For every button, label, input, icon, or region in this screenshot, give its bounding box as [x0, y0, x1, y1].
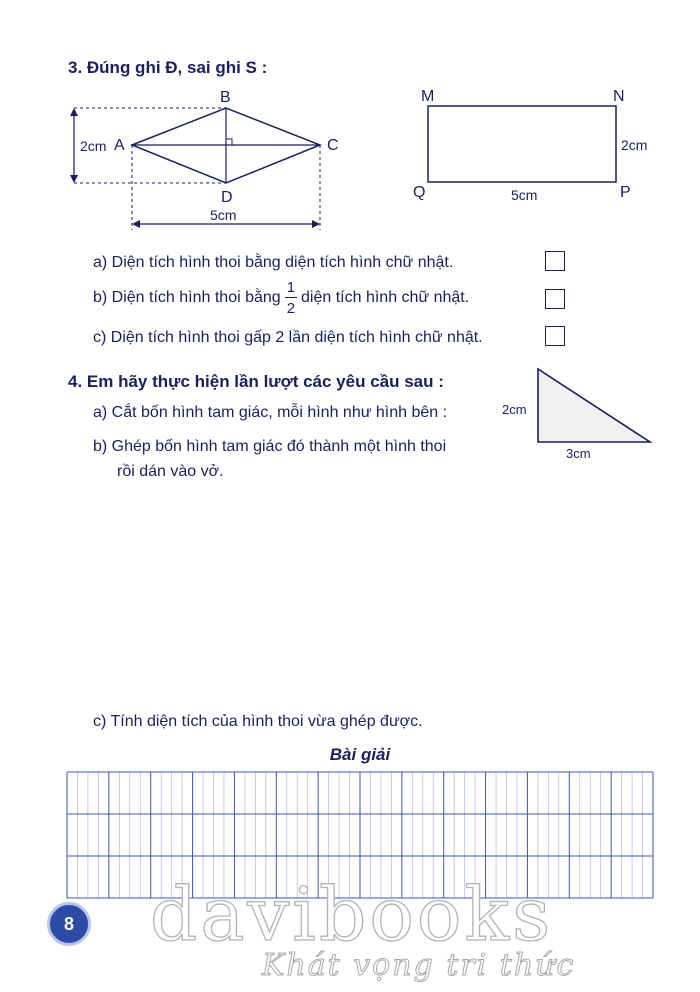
- watermark-slogan: Khát vọng tri thức: [262, 948, 576, 983]
- vertex-p-label: P: [620, 184, 631, 201]
- fraction-numerator: 1: [286, 279, 296, 296]
- rhombus-width-label: 5cm: [210, 207, 237, 223]
- vertex-a-label: A: [114, 137, 125, 154]
- statement-a: a) Diện tích hình thoi bằng diện tích hình chữ nhật.: [93, 254, 454, 271]
- rectangle-height-label: 2cm: [621, 137, 648, 153]
- page-number-badge: 8: [47, 902, 91, 946]
- exercise-4-part-b-line1: b) Ghép bốn hình tam giác đó thành một hình thoi: [93, 438, 447, 455]
- vertex-n-label: N: [613, 88, 625, 105]
- statement-b-suffix: diện tích hình chữ nhật.: [301, 289, 470, 306]
- statement-c-answer-box[interactable]: [545, 326, 565, 346]
- statement-c: c) Diện tích hình thoi gấp 2 lần diện tích hình chữ nhật.: [93, 329, 483, 346]
- exercise-4-title: 4. Em hãy thực hiện lần lượt các yêu cầu sau :: [68, 372, 444, 391]
- vertex-b-label: B: [220, 89, 231, 106]
- rhombus-figure: [60, 82, 360, 234]
- watermark-brand: davibooks: [150, 872, 554, 958]
- statement-a-answer-box[interactable]: [545, 251, 565, 271]
- rectangle-shape: [428, 106, 616, 182]
- rectangle-width-label: 5cm: [511, 187, 538, 203]
- solution-heading: Bài giải: [329, 745, 391, 764]
- rhombus-height-label: 2cm: [80, 138, 107, 154]
- fraction-one-half: [285, 280, 297, 316]
- right-angle-mark: [226, 139, 232, 145]
- statement-b-prefix: b) Diện tích hình thoi bằng: [93, 289, 281, 306]
- right-triangle-shape: [538, 369, 650, 442]
- triangle-base-label: 3cm: [566, 446, 591, 461]
- exercise-4-part-b-line2: rồi dán vào vở.: [117, 463, 224, 480]
- statement-b: [93, 280, 469, 316]
- triangle-figure: [498, 362, 658, 462]
- vertex-q-label: Q: [413, 184, 426, 201]
- exercise-4-part-c: c) Tính diện tích của hình thoi vừa ghép được.: [93, 713, 423, 730]
- statement-b-answer-box[interactable]: [545, 289, 565, 309]
- exercise-3-title: 3. Đúng ghi Đ, sai ghi S :: [68, 58, 268, 77]
- rectangle-figure: [405, 82, 665, 207]
- vertex-m-label: M: [421, 88, 435, 105]
- fraction-denominator: 2: [286, 300, 296, 317]
- exercise-4-part-a: a) Cắt bốn hình tam giác, mỗi hình như hình bên :: [93, 404, 448, 421]
- triangle-height-label: 2cm: [502, 402, 527, 417]
- vertex-d-label: D: [221, 189, 233, 206]
- vertex-c-label: C: [327, 137, 339, 154]
